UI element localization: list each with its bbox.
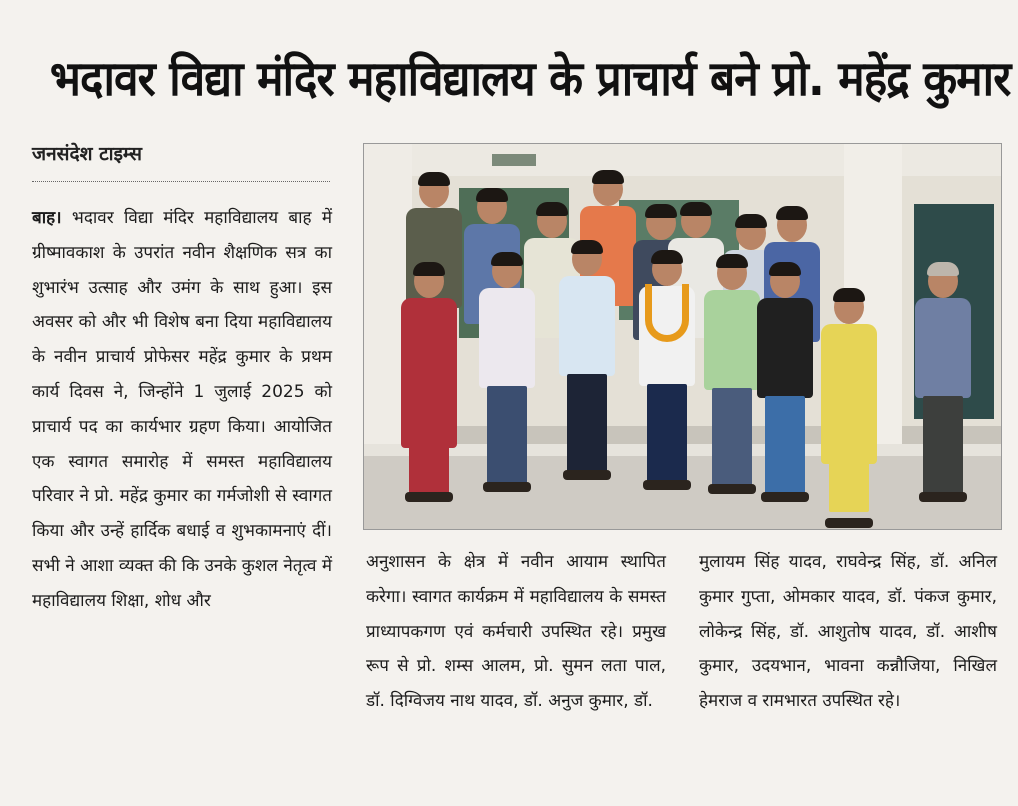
group-photo — [363, 143, 1002, 530]
person — [462, 254, 552, 524]
headline: भदावर विद्या मंदिर महाविद्यालय के प्राचार्य बने प्रो. महेंद्र कुमार — [49, 51, 1011, 107]
person — [542, 242, 632, 522]
person — [804, 290, 894, 530]
dateline: बाह। — [32, 208, 62, 228]
divider — [32, 181, 330, 182]
article-column-1 — [32, 201, 332, 619]
article-column-3: मुलायम सिंह यादव, राघवेन्द्र सिंह, डॉ. अनिल कुमार गुप्ता, ओमकार यादव, डॉ. पंकज कुमार, लोकेन्द्र सिंह, डॉ. आशुतोष यादव, डॉ. आशीष कुमार, उदयभान, भावना कन्नौजिया, निखिल हेमराज व रामभारत उपस्थित रहे। — [699, 552, 997, 712]
garland — [645, 284, 689, 342]
newspaper-source: जनसंदेश टाइम्स — [32, 143, 142, 165]
photo-plaque — [492, 154, 536, 166]
article-column-2: अनुशासन के क्षेत्र में नवीन आयाम स्थापित करेगा। स्वागत कार्यक्रम में महाविद्यालय के समस्त प्राध्यापकगण एवं कर्मचारी उपस्थित रहे। प्रमुख रूप से प्रो. शम्स आलम, प्रो. सुमन लता पाल, डॉ. दिग्विजय नाथ यादव, डॉ. अनुज कुमार, डॉ. — [366, 552, 666, 712]
photo-ceiling — [364, 144, 1001, 176]
person — [384, 264, 474, 524]
article-text-1: भदावर विद्या मंदिर महाविद्यालय बाह में ग्रीष्मावकाश के उपरांत नवीन शैक्षणिक सत्र का शुभारंभ उत्साह और उमंग के साथ हुआ। इस अवसर को और भी विशेष बना दिया महाविद्यालय के नवीन प्राचार्य प्रोफेसर महेंद्र कुमार के प्रथम कार्य दिवस ने, जिन्होंने 1 जुलाई 2025 को प्राचार्य पद का कार्यभार ग्रहण किया। आयोजित एक स्वागत समारोह में समस्त महाविद्यालय परिवार ने प्रो. महेंद्र कुमार का गर्मजोशी से स्वागत किया और उन्हें हार्दिक बधाई व शुभकामनाएं दीं। सभी ने आशा व्यक्त की कि उनके कुशल नेतृत्व में महाविद्यालय शिक्षा, शोध और — [32, 208, 332, 611]
person — [898, 264, 988, 524]
